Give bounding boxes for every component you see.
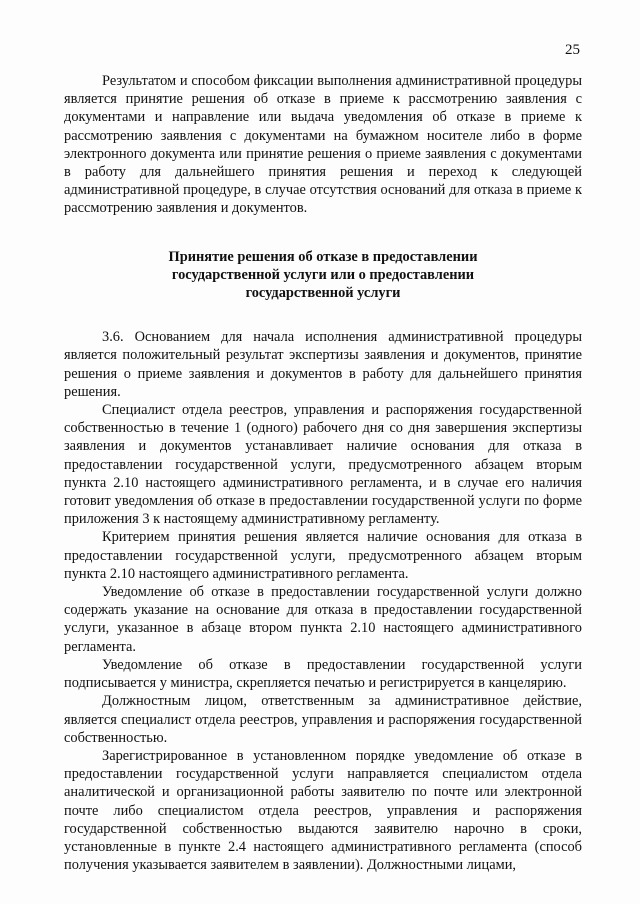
paragraph: Специалист отдела реестров, управления и распоряжения государственной собственностью в течение 1 (одного) рабочего дня со дня завершения экспертизы заявления и документов устанавливает наличие основания для отказа в предоставлении государственной услуги, предусмотренного абзацем вторым пункта 2.10 настоящего административного регламента, и в случае его наличия готовит уведомления об отказе в предоставлении государственной услуги по форме приложения 3 к настоящему административному регламенту. [64,402,582,528]
paragraph: Зарегистрированное в установленном порядке уведомление об отказе в предоставлении государственной услуги направляется специалистом отдела аналитической и организационной работы заявителю по почте или электронной почте либо специалистом отдела реестров, управления и распоряжения государственной собственностью выдаются заявителю нарочно в сроки, установленные в пункте 2.4 настоящего административного регламента (способ получения указывается заявителем в заявлении). Должностными лицами, [64,747,582,874]
paragraph: Критерием принятия решения является наличие основания для отказа в предоставлении государственной услуги, предусмотренного абзацем вторым пункта 2.10 настоящего административного регламента. [64,529,582,582]
page-number: 25 [565,42,580,58]
heading-line: государственной услуги или о предоставлении [171,266,475,283]
heading-line: Принятие решения об отказе в предоставлении [168,248,478,265]
paragraph: 3.6. Основанием для начала исполнения административной процедуры является положительный результат экспертизы заявления и документов, принятие решения о приеме заявления и документов в работу для дальнейшего принятия решения. [64,329,582,400]
document-body [64,72,582,874]
heading-line: государственной услуги [245,285,401,302]
paragraph: Уведомление об отказе в предоставлении государственной услуги должно содержать указание на основание для отказа в предоставлении государственной услуги, указанное в абзаце втором пункта 2.10 настоящего административного регламента. [64,584,582,655]
section-heading [64,248,582,303]
paragraph: Должностным лицом, ответственным за административное действие, является специалист отдела реестров, управления и распоряжения государственной собственностью. [64,693,582,746]
paragraph: Результатом и способом фиксации выполнения административной процедуры является принятие решения об отказе в приеме к рассмотрению заявления с документами и направление или выдача уведомления об отказе в приеме к рассмотрению заявления с документами на бумажном носителе либо в форме электронного документа или принятие решения о приеме заявления с документами в работу для дальнейшего принятия решения и переход к следующей административной процедуре, в случае отсутствия оснований для отказа в приеме к рассмотрению заявления и документов. [64,73,582,217]
paragraph: Уведомление об отказе в предоставлении государственной услуги подписывается у министра, скрепляется печатью и регистрируется в канцелярию. [64,656,582,692]
